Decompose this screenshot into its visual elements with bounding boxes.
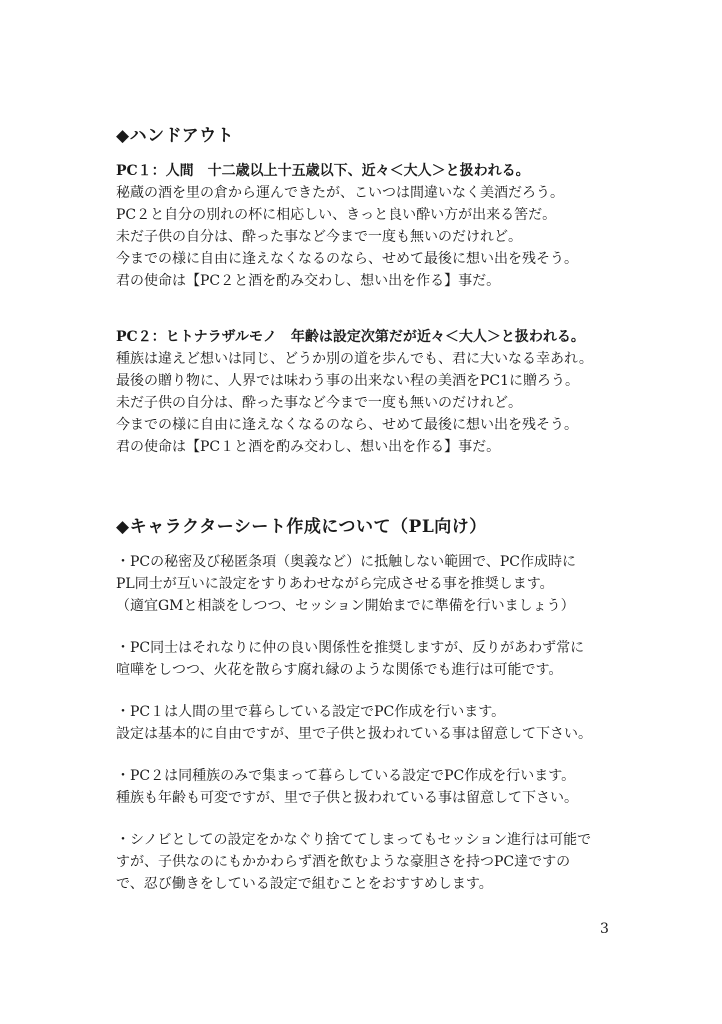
pc2-title: PC２：ヒトナラザルモノ 年齢は設定次第だが近々＜大人＞と扱われる。 [116, 329, 585, 345]
note-line: で、忍び働きをしている設定で組むことをおすすめします。 [116, 876, 493, 892]
pc2-line: 未だ子供の自分は、酔った事など今まで一度も無いのだけれど。 [116, 395, 522, 411]
note-line: ・PCの秘密及び秘匿条項（奥義など）に抵触しない範囲で、PC作成時に [116, 554, 576, 570]
pc1-line: 君の使命は【PC２と酒を酌み交わし、想い出を作る】事だ。 [116, 273, 501, 289]
handout-heading: ◆ハンドアウト [116, 126, 235, 146]
note-line: ・PC１は人間の里で暮らしている設定でPC作成を行います。 [116, 704, 506, 720]
note-line: ・シノビとしての設定をかなぐり捨ててしまってもセッション進行は可能で [116, 832, 592, 848]
note-line: 設定は基本的に自由ですが、里で子供と扱われている事は留意して下さい。 [116, 726, 592, 742]
note-line: ・PC同士はそれなりに仲の良い関係性を推奨しますが、反りがあわず常に [116, 640, 585, 656]
pc1-line: 未だ子供の自分は、酔った事など今まで一度も無いのだけれど。 [116, 229, 522, 245]
pc2-line: 君の使命は【PC１と酒を酌み交わし、想い出を作る】事だ。 [116, 439, 501, 455]
pc1-section [116, 160, 616, 292]
pc2-line: 種族は違えど想いは同じ、どうか別の道を歩んでも、君に大いなる幸あれ。 [116, 351, 593, 367]
note-line: すが、子供なのにもかかわらず酒を飲むような豪胆さを持つPC達ですの [116, 854, 571, 870]
pc2-line: 今までの様に自由に逢えなくなるのなら、せめて最後に想い出を残そう。 [116, 417, 578, 433]
note-paragraph [116, 701, 616, 745]
note-paragraph [116, 765, 616, 809]
character-sheet-heading: ◆キャラクターシート作成について（PL向け） [116, 517, 487, 537]
character-sheet-notes [116, 551, 616, 895]
note-paragraph [116, 637, 616, 681]
pc1-title: PC１：人間 十二歳以上十五歳以下、近々＜大人＞と扱われる。 [116, 163, 530, 179]
pc2-line: 最後の贈り物に、人界では味わう事の出来ない程の美酒をPC1に贈ろう。 [116, 373, 580, 389]
note-line: ・PC２は同種族のみで集まって暮らしている設定でPC作成を行います。 [116, 768, 576, 784]
note-line: 喧嘩をしつつ、火花を散らす腐れ縁のような関係でも進行は可能です。 [116, 662, 563, 678]
pc1-line: PC２と自分の別れの杯に相応しい、きっと良い酔い方が出来る筈だ。 [116, 207, 557, 223]
note-line: 種族も年齢も可変ですが、里で子供と扱われている事は留意して下さい。 [116, 790, 578, 806]
note-line: PL同士が互いに設定をすりあわせながら完成させる事を推奨します。 [116, 576, 554, 592]
pc1-line: 今までの様に自由に逢えなくなるのなら、せめて最後に想い出を残そう。 [116, 251, 578, 267]
note-line: （適宜GMと相談をしつつ、セッション開始までに準備を行いましょう） [116, 598, 575, 614]
pc2-section [116, 326, 616, 458]
pc1-line: 秘蔵の酒を里の倉から運んできたが、こいつは間違いなく美酒だろう。 [116, 185, 564, 201]
note-paragraph [116, 551, 616, 617]
page-number: 3 [600, 921, 609, 937]
note-paragraph [116, 829, 616, 895]
